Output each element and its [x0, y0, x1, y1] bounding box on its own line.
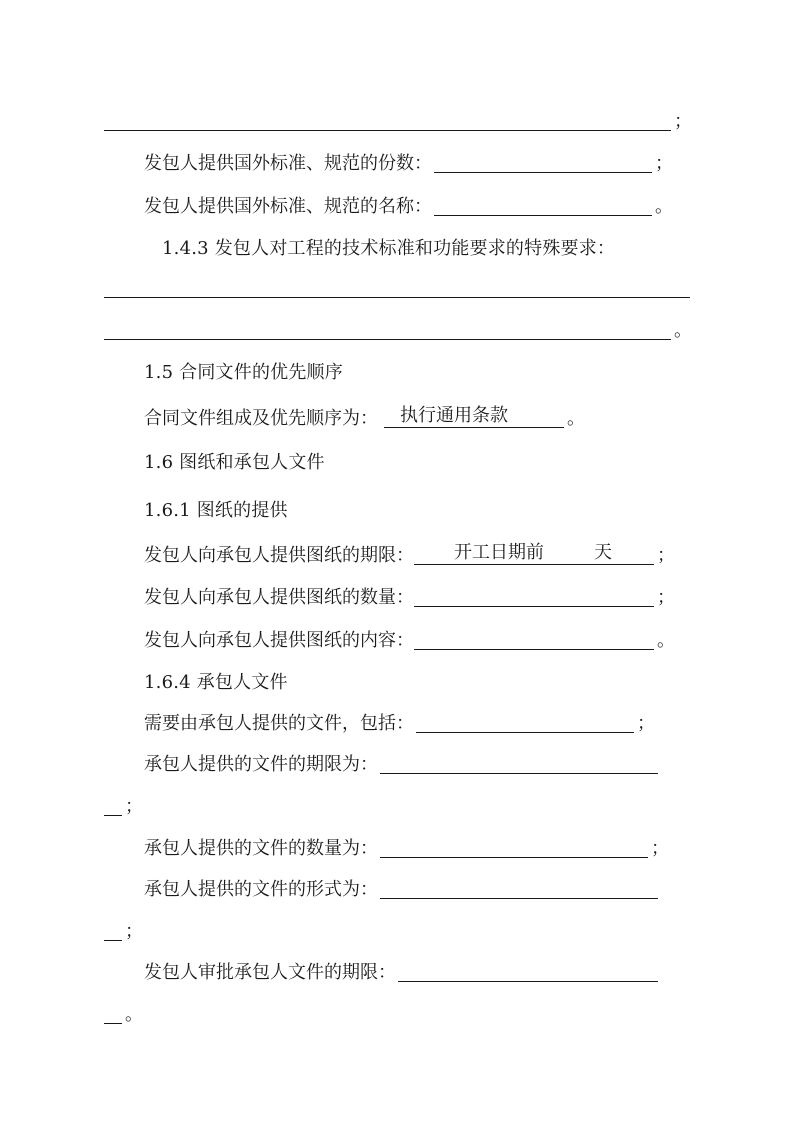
period: 。	[657, 630, 675, 651]
line-drawings-content	[144, 620, 675, 650]
blank-field-short[interactable]	[104, 791, 122, 816]
contractor-documents-field[interactable]	[416, 708, 634, 733]
semicolon: ；	[657, 587, 675, 608]
section-1-6-1-heading	[144, 490, 288, 520]
special-requirements-field-2[interactable]	[104, 315, 671, 340]
semicolon: ；	[655, 153, 673, 174]
drawings-deadline-value-b: 天	[594, 542, 612, 563]
line-contractor-documents-deadline-cont	[104, 786, 143, 816]
period: 。	[674, 320, 692, 341]
foreign-standards-copies-field[interactable]	[434, 148, 652, 173]
section-1-6-heading	[144, 442, 325, 472]
drawings-content-field[interactable]	[414, 625, 654, 650]
blank-field-short[interactable]	[104, 999, 122, 1024]
line-approval-deadline	[144, 952, 658, 982]
line-contractor-documents-quantity	[144, 828, 669, 858]
line-contract-order	[144, 398, 585, 428]
line-contractor-documents-deadline	[144, 744, 658, 774]
semicolon: ；	[674, 111, 692, 132]
section-1-6-4-title: 1.6.4 承包人文件	[144, 672, 288, 693]
contractor-documents-deadline-label: 承包人提供的文件的期限为：	[144, 754, 378, 775]
period: 。	[567, 408, 585, 429]
drawings-deadline-value-a: 开工日期前	[454, 542, 544, 563]
drawings-quantity-label: 发包人向承包人提供图纸的数量：	[144, 587, 414, 608]
approval-deadline-label: 发包人审批承包人文件的期限：	[144, 962, 396, 983]
line-foreign-standards-copies	[144, 143, 673, 173]
contract-order-field[interactable]	[384, 403, 564, 428]
drawings-content-label: 发包人向承包人提供图纸的内容：	[144, 630, 414, 651]
section-1-6-1-title: 1.6.1 图纸的提供	[144, 500, 288, 521]
line-contractor-documents-form-cont	[104, 911, 143, 941]
contractor-documents-quantity-field[interactable]	[380, 833, 648, 858]
section-1-6-4-heading	[144, 662, 288, 692]
line-special-requirements-2	[104, 310, 692, 340]
drawings-quantity-field[interactable]	[414, 582, 654, 607]
semicolon: ；	[657, 545, 675, 566]
semicolon: ；	[637, 713, 655, 734]
blank-field-short[interactable]	[104, 916, 122, 941]
approval-deadline-field[interactable]	[398, 957, 658, 982]
drawings-deadline-label: 发包人向承包人提供图纸的期限：	[144, 545, 414, 566]
section-1-4-3-heading	[162, 228, 615, 258]
contract-order-label: 合同文件组成及优先顺序为：	[144, 408, 378, 429]
line-approval-deadline-cont	[104, 994, 143, 1024]
special-requirements-field-1[interactable]	[104, 273, 690, 298]
period: 。	[125, 1004, 143, 1025]
semicolon: ；	[651, 838, 669, 859]
foreign-standards-names-field[interactable]	[434, 191, 652, 216]
semicolon: ；	[125, 921, 143, 942]
period: 。	[655, 196, 673, 217]
contractor-documents-quantity-label: 承包人提供的文件的数量为：	[144, 838, 378, 859]
line-contractor-documents-form	[144, 869, 658, 899]
line-foreign-standards-names	[144, 186, 673, 216]
line-continuation-standards	[104, 101, 692, 131]
contractor-documents-form-field[interactable]	[380, 874, 658, 899]
foreign-standards-names-label: 发包人提供国外标准、规范的名称：	[144, 196, 432, 217]
contractor-documents-label: 需要由承包人提供的文件，包括：	[144, 713, 414, 734]
section-1-5-title: 1.5 合同文件的优先顺序	[144, 362, 343, 383]
line-contractor-documents	[144, 703, 655, 733]
foreign-standards-copies-label: 发包人提供国外标准、规范的份数：	[144, 153, 432, 174]
blank-field[interactable]	[104, 106, 671, 131]
contractor-documents-form-label: 承包人提供的文件的形式为：	[144, 879, 378, 900]
line-drawings-quantity	[144, 577, 675, 607]
section-1-5-heading	[144, 352, 343, 382]
line-drawings-deadline	[144, 535, 675, 565]
line-special-requirements-1	[104, 268, 690, 298]
semicolon: ；	[125, 796, 143, 817]
contractor-documents-deadline-field[interactable]	[380, 749, 658, 774]
section-1-6-title: 1.6 图纸和承包人文件	[144, 452, 325, 473]
section-1-4-3-title: 1.4.3 发包人对工程的技术标准和功能要求的特殊要求：	[162, 238, 616, 259]
drawings-deadline-field[interactable]	[414, 540, 654, 565]
contract-order-value: 执行通用条款	[400, 405, 508, 426]
